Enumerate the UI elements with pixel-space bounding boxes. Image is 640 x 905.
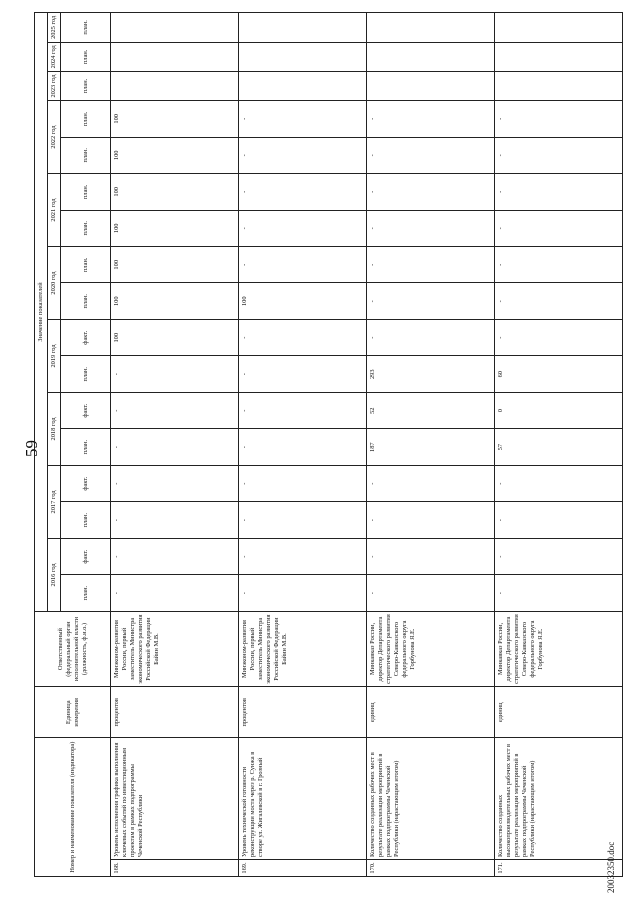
value-cell-empty (495, 13, 623, 43)
value-cell-empty (495, 71, 623, 100)
value-cell-empty (111, 42, 239, 71)
file-name: 20032350.doc (606, 841, 616, 893)
value-cell: - (367, 465, 495, 501)
value-cell: 100 (111, 247, 239, 283)
indicator-name: Уровень технической готовности реконструкции моста через р. Сунжа в створе ул. Жигалевской в г. Грозный (239, 738, 367, 860)
value-cell-empty (239, 42, 367, 71)
value-cell: - (495, 465, 623, 501)
header-values-group: Значение показателей (35, 13, 48, 612)
header-year: 2021 год (48, 174, 61, 247)
value-cell: - (239, 575, 367, 611)
header-fact: факт. (61, 319, 111, 355)
table-row (495, 13, 623, 877)
header-plan: план. (61, 13, 111, 43)
unit-cell: единиц (495, 687, 623, 738)
value-cell: - (239, 174, 367, 210)
header-year: 2017 год (48, 465, 61, 538)
value-cell: - (495, 283, 623, 319)
value-cell: - (239, 538, 367, 574)
value-cell: - (495, 174, 623, 210)
value-cell: - (239, 101, 367, 137)
header-year: 2019 год (48, 319, 61, 392)
value-cell-empty (367, 13, 495, 43)
header-year: 2020 год (48, 247, 61, 320)
value-cell: - (239, 465, 367, 501)
header-plan: план. (61, 71, 111, 100)
value-cell: - (495, 137, 623, 173)
page-number: 59 (22, 440, 41, 457)
value-cell-empty (239, 71, 367, 100)
header-plan: план. (61, 101, 111, 137)
header-plan: план. (61, 42, 111, 71)
table-row (111, 13, 239, 877)
header-unit: Единица измерения (35, 687, 111, 738)
value-cell-empty (495, 42, 623, 71)
header-responsible: Ответственный (федеральный орган исполнительной власти (должность, ф.и.о.) (35, 611, 111, 686)
row-number: 168. (111, 859, 239, 876)
indicator-name: Количество созданных рабочих мест в результате реализации мероприятий в рамках подпрограммы Чеченской Республики (нарастающим итогом) (367, 738, 495, 860)
value-cell: - (367, 502, 495, 538)
value-cell: - (495, 247, 623, 283)
header-year: 2018 год (48, 392, 61, 465)
unit-cell: процентов (239, 687, 367, 738)
header-year: 2023 год (48, 71, 61, 100)
value-cell: 100 (239, 283, 367, 319)
value-cell: - (239, 210, 367, 246)
responsible-cell: Минкавказ России, директор Департамента стратегического развития Северо-Кавказского федерального округа Горбунова Я.Е. (367, 611, 495, 686)
row-number: 169. (239, 859, 367, 876)
value-cell: - (495, 101, 623, 137)
header-plan: план. (61, 210, 111, 246)
value-cell: - (239, 356, 367, 392)
value-cell: - (367, 174, 495, 210)
value-cell: 100 (111, 174, 239, 210)
value-cell-empty (239, 13, 367, 43)
value-cell: - (367, 137, 495, 173)
value-cell: - (111, 429, 239, 465)
value-cell: - (239, 137, 367, 173)
header-year: 2025 год (48, 13, 61, 43)
value-cell: - (239, 429, 367, 465)
value-cell: - (111, 465, 239, 501)
value-cell: - (495, 575, 623, 611)
indicator-name: Уровень исполнения графика выполнения ключевых событий по инвестиционным проектам в рамках подпрограммы Чеченской Республики (111, 738, 239, 860)
value-cell: - (495, 319, 623, 355)
value-cell: 100 (111, 210, 239, 246)
row-number: 170. (367, 859, 495, 876)
header-plan: план. (61, 137, 111, 173)
header-fact: факт. (61, 392, 111, 428)
header-plan: план. (61, 356, 111, 392)
row-number: 171. (495, 859, 623, 876)
header-year: 2024 год (48, 42, 61, 71)
value-cell: 100 (111, 101, 239, 137)
responsible-cell: Минэконом-развития России, первый заместитель Министра экономического развития Российской Федерации Байин М.В. (111, 611, 239, 686)
value-cell: - (495, 538, 623, 574)
value-cell: - (367, 283, 495, 319)
unit-cell: процентов (111, 687, 239, 738)
header-plan: план. (61, 575, 111, 611)
value-cell: - (111, 356, 239, 392)
value-cell: - (111, 538, 239, 574)
value-cell: 100 (111, 283, 239, 319)
value-cell: - (367, 101, 495, 137)
header-plan: план. (61, 174, 111, 210)
value-cell: 60 (495, 356, 623, 392)
value-cell: - (239, 392, 367, 428)
table-body (111, 13, 623, 877)
indicators-table (34, 12, 623, 877)
value-cell: - (239, 502, 367, 538)
responsible-cell: Минэконом-развития России, первый заместитель Министра экономического развития Российской Федерации Байин М.В. (239, 611, 367, 686)
value-cell: 100 (111, 137, 239, 173)
value-cell-empty (111, 71, 239, 100)
value-cell: 57 (495, 429, 623, 465)
value-cell: - (367, 210, 495, 246)
value-cell: 293 (367, 356, 495, 392)
header-plan: план. (61, 429, 111, 465)
value-cell-empty (111, 13, 239, 43)
value-cell: - (239, 319, 367, 355)
header-year: 2016 год (48, 538, 61, 611)
header-plan: план. (61, 247, 111, 283)
value-cell: - (367, 319, 495, 355)
header-indicator: Номер и наименование показателя (индикатора) (35, 738, 111, 877)
value-cell: - (367, 247, 495, 283)
header-year: 2022 год (48, 101, 61, 174)
value-cell: - (111, 575, 239, 611)
value-cell: - (111, 502, 239, 538)
table-row (367, 13, 495, 877)
value-cell: - (367, 538, 495, 574)
value-cell: - (495, 210, 623, 246)
header-plan: план. (61, 502, 111, 538)
responsible-cell: Минкавказ России, директор Департамента стратегического развития Северо-Кавказского федерального округа Горбунова Я.Е. (495, 611, 623, 686)
value-cell: 0 (495, 392, 623, 428)
value-cell-empty (367, 71, 495, 100)
value-cell-empty (367, 42, 495, 71)
value-cell: - (111, 392, 239, 428)
header-fact: факт. (61, 465, 111, 501)
unit-cell: единиц (367, 687, 495, 738)
value-cell: - (367, 575, 495, 611)
value-cell: 100 (111, 319, 239, 355)
header-fact: факт. (61, 538, 111, 574)
value-cell: - (239, 247, 367, 283)
header-plan: план. (61, 283, 111, 319)
value-cell: 52 (367, 392, 495, 428)
table-row (239, 13, 367, 877)
value-cell: - (495, 502, 623, 538)
indicator-name: Количество созданных высокопроизводительных рабочих мест в результате реализации мероприятий в рамках подпрограммы Чеченской Республики (нарастающим итогом) (495, 738, 623, 860)
value-cell: 187 (367, 429, 495, 465)
